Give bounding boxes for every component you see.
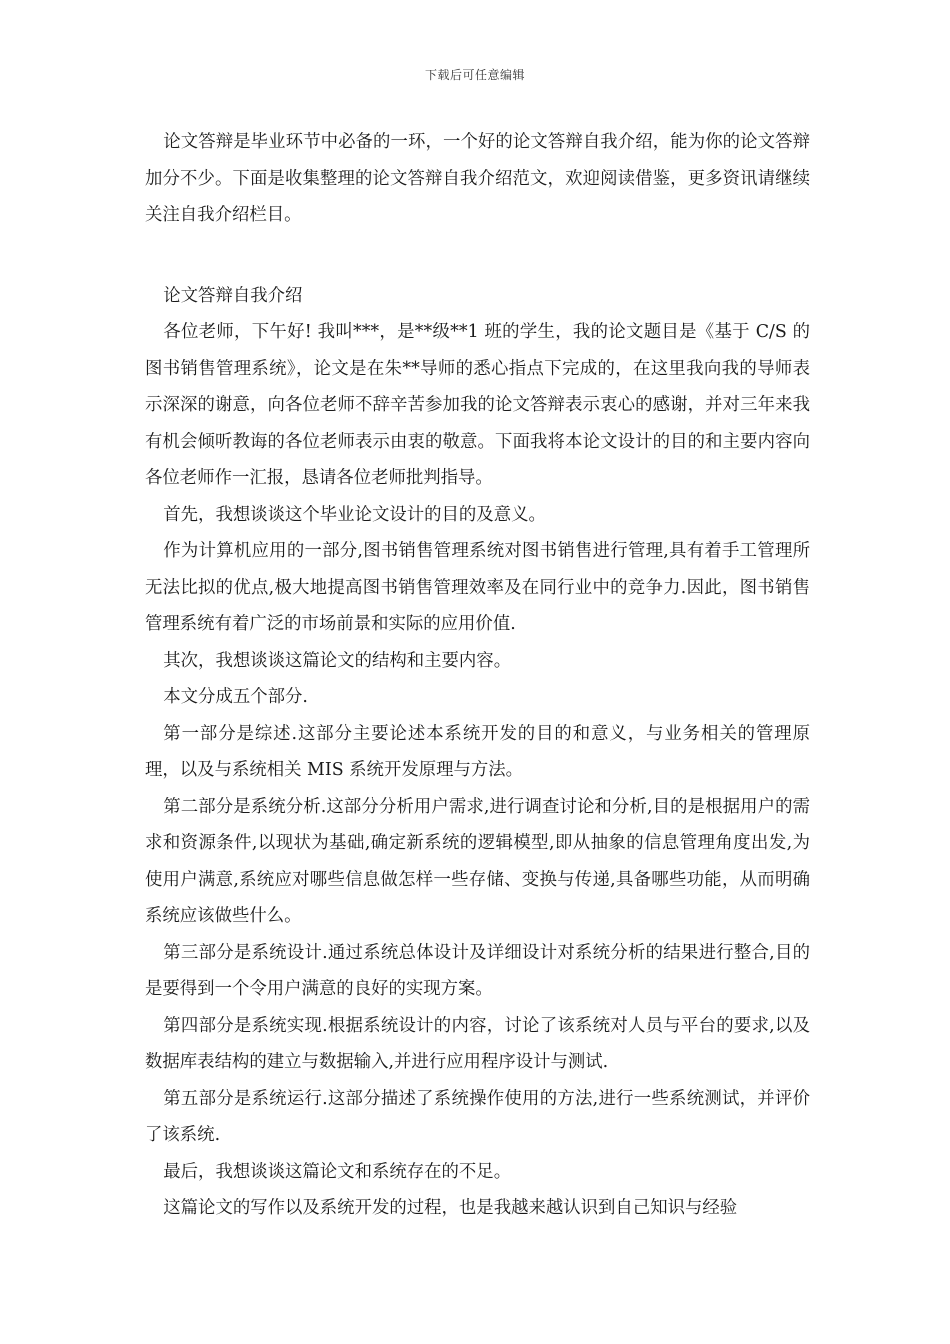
paragraph-part-one: 第一部分是综述.这部分主要论述本系统开发的目的和意义，与业务相关的管理原理，以及与系统相关 MIS 系统开发原理与方法。: [145, 723, 810, 780]
paragraph-shortcomings: 这篇论文的写作以及系统开发的过程，也是我越来越认识到自己知识与经验: [163, 1198, 738, 1218]
paragraph-purpose-heading: 首先，我想谈谈这个毕业论文设计的目的及意义。: [163, 504, 546, 525]
paragraph-purpose: 作为计算机应用的一部分,图书销售管理系统对图书销售进行管理,具有着手工管理所无法比拟的优点,极大地提高图书销售管理效率及在同行业中的竞争力.因此，图书销售管理系统有着广泛的市场前景和实际的应用价值.: [145, 541, 810, 634]
paragraph-structure-heading: 其次，我想谈谈这篇论文的结构和主要内容。: [163, 650, 512, 671]
document-body: [145, 124, 810, 1227]
paragraph-part-three: 第三部分是系统设计.通过系统总体设计及详细设计对系统分析的结果进行整合,目的是要得到一个令用户满意的良好的实现方案。: [145, 942, 810, 999]
page-header: 下载后可任意编辑: [424, 68, 525, 82]
paragraph-shortcomings-heading: 最后，我想谈谈这篇论文和系统存在的不足。: [163, 1161, 512, 1182]
section-title: 论文答辩自我介绍: [163, 285, 303, 306]
paragraph-part-five: 第五部分是系统运行.这部分描述了系统操作使用的方法,进行一些系统测试，并评价了该系统.: [145, 1088, 810, 1145]
paragraph-part-four: 第四部分是系统实现.根据系统设计的内容，讨论了该系统对人员与平台的要求,以及数据库表结构的建立与数据输入,并进行应用程序设计与测试.: [145, 1015, 810, 1072]
paragraph-greeting: 各位老师，下午好! 我叫***，是**级**1 班的学生，我的论文题目是《基于 C/S 的图书销售管理系统》，论文是在朱**导师的悉心指点下完成的，在这里我向我的导师表示深深的谢意，向各位老师不辞辛苦参加我的论文答辩表示衷心的感谢，并对三年来我有机会倾听教诲的各位老师表示由衷的敬意。下面我将本论文设计的目的和主要内容向各位老师作一汇报，恳请各位老师批判指导。: [145, 322, 810, 488]
paragraph-part-two: 第二部分是系统分析.这部分分析用户需求,进行调查讨论和分析,目的是根据用户的需求和资源条件,以现状为基础,确定新系统的逻辑模型,即从抽象的信息管理角度出发,为使用户满意,系统应对哪些信息做怎样一些存储、变换与传递,具备哪些功能，从而明确系统应该做些什么。: [145, 796, 810, 926]
intro-paragraph: 论文答辩是毕业环节中必备的一环，一个好的论文答辩自我介绍，能为你的论文答辩加分不少。下面是收集整理的论文答辩自我介绍范文，欢迎阅读借鉴，更多资讯请继续关注自我介绍栏目。: [145, 132, 810, 225]
paragraph-five-parts: 本文分成五个部分.: [163, 687, 308, 707]
